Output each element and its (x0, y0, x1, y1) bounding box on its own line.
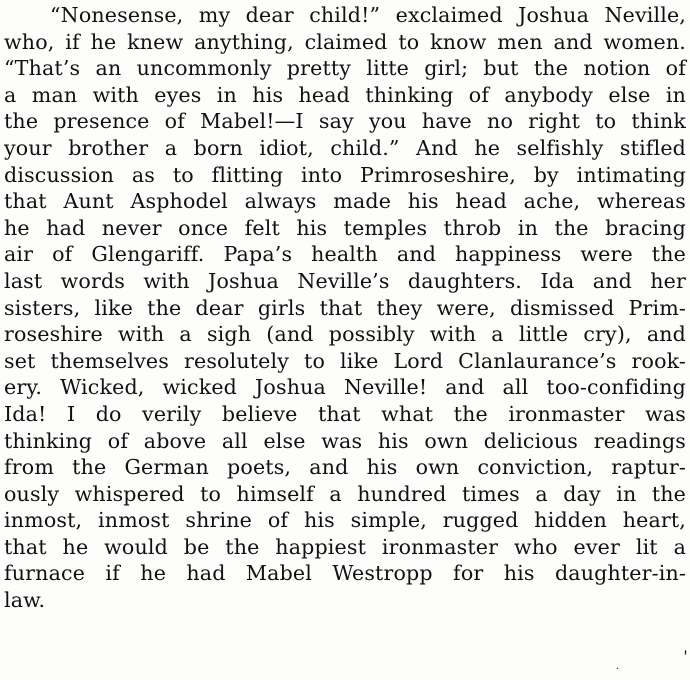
text-line: thinking of above all else was his own delicious readings (4, 428, 686, 453)
text-line: roseshire with a sigh (and possibly with a little cry), and (4, 322, 686, 347)
text-line: last words with Joshua Neville’s daughters. Ida and her (4, 268, 686, 293)
margin-mark-icon: ˈ (683, 648, 688, 669)
text-line: discussion as to flitting into Primroseshire, by intimating (4, 162, 686, 187)
text-line: who, if he knew anything, claimed to know men and women. (4, 29, 686, 54)
text-line: ously whispered to himself a hundred times a day in the (4, 481, 686, 506)
text-line: ery. Wicked, wicked Joshua Neville! and all too-confiding (4, 375, 686, 400)
text-line: from the German poets, and his own conviction, raptur- (4, 455, 686, 480)
body-paragraph (4, 2, 686, 614)
text-line: inmost, inmost shrine of his simple, rugged hidden heart, (4, 508, 686, 533)
text-line: Ida! I do verily believe that what the ironmaster was (4, 401, 686, 426)
text-line: a man with eyes in his head thinking of anybody else in (4, 82, 686, 107)
text-line: “Nonesense, my dear child!” exclaimed Joshua Neville, (50, 3, 686, 27)
text-line: that Aunt Asphodel always made his head ache, whereas (4, 189, 686, 214)
text-line: air of Glengariff. Papa’s health and happiness were the (4, 242, 686, 267)
text-line: sisters, like the dear girls that they were, dismissed Prim- (4, 295, 686, 320)
text-line: furnace if he had Mabel Westropp for his daughter-in- (4, 561, 686, 586)
text-line: he had never once felt his temples throb in the bracing (4, 215, 686, 240)
text-line: the presence of Mabel!—I say you have no right to think (4, 109, 686, 134)
text-line-last: law. (4, 588, 46, 613)
text-line: that he would be the happiest ironmaster who ever lit a (4, 534, 686, 559)
text-line: “That’s an uncommonly pretty litte girl; but the notion of (4, 56, 686, 81)
text-line: your brother a born idiot, child.” And he selfishly stifled (4, 135, 686, 160)
speck-icon: · (616, 664, 620, 675)
text-line: set themselves resolutely to like Lord Clanlaurance’s rook- (4, 348, 686, 373)
